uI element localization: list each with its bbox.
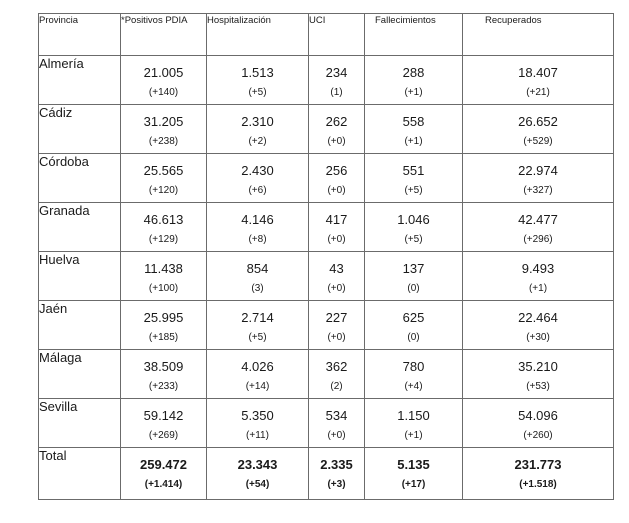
uci-value: 2.335 [320, 457, 353, 472]
cell-fallecimientos [365, 448, 463, 500]
uci-delta: (+0) [327, 136, 346, 147]
province-name: Sevilla [39, 399, 121, 448]
cell-fallecimientos [365, 301, 463, 350]
uci-value: 256 [325, 163, 348, 178]
cell-hospitalizacion [207, 448, 309, 500]
cell-fallecimientos [365, 350, 463, 399]
cell-positivos [121, 448, 207, 500]
province-name: Cádiz [39, 105, 121, 154]
positivos-value: 259.472 [140, 457, 187, 472]
positivos-value: 21.005 [143, 65, 184, 80]
header-uci: UCI [309, 14, 365, 56]
table-row [39, 105, 614, 154]
positivos-value: 11.438 [144, 261, 183, 276]
hospitalizacion-delta: (+2) [248, 136, 267, 147]
cell-recuperados [463, 203, 614, 252]
cell-hospitalizacion [207, 105, 309, 154]
cell-hospitalizacion [207, 154, 309, 203]
cell-fallecimientos [365, 154, 463, 203]
cell-recuperados [463, 56, 614, 105]
fallecimientos-value: 137 [402, 261, 425, 276]
positivos-value: 31.205 [143, 114, 184, 129]
fallecimientos-value: 551 [402, 163, 425, 178]
positivos-delta: (+100) [148, 283, 179, 294]
recuperados-value: 26.652 [518, 114, 558, 129]
fallecimientos-value: 625 [402, 310, 425, 325]
province-name: Almería [39, 56, 121, 105]
recuperados-delta: (+529) [523, 136, 553, 147]
hospitalizacion-value: 2.714 [241, 310, 274, 325]
hospitalizacion-delta: (+6) [248, 185, 267, 196]
hospitalizacion-value: 5.350 [241, 408, 274, 423]
recuperados-value: 9.493 [521, 261, 555, 276]
positivos-delta: (+1.414) [144, 479, 183, 490]
hospitalizacion-delta: (+5) [248, 87, 267, 98]
recuperados-value: 35.210 [518, 359, 558, 374]
hospitalizacion-value: 2.310 [241, 114, 274, 129]
header-fallecimientos: Fallecimientos [365, 14, 463, 56]
uci-delta: (+0) [327, 234, 346, 245]
uci-value: 227 [325, 310, 348, 325]
cell-fallecimientos [365, 252, 463, 301]
cell-hospitalizacion [207, 301, 309, 350]
fallecimientos-value: 558 [402, 114, 425, 129]
uci-value: 262 [325, 114, 348, 129]
positivos-delta: (+140) [148, 87, 179, 98]
recuperados-delta: (+327) [523, 185, 553, 196]
recuperados-delta: (+1) [528, 283, 548, 294]
cell-hospitalizacion [207, 399, 309, 448]
header-row [39, 14, 614, 56]
hospitalizacion-delta: (+8) [248, 234, 267, 245]
cell-positivos [121, 154, 207, 203]
cell-fallecimientos [365, 203, 463, 252]
header-provincia: Provincia [39, 14, 121, 56]
cell-uci [309, 203, 365, 252]
table-row [39, 56, 614, 105]
table-row [39, 350, 614, 399]
cell-hospitalizacion [207, 252, 309, 301]
fallecimientos-delta: (0) [407, 283, 420, 294]
uci-delta: (+0) [327, 430, 346, 441]
fallecimientos-value: 1.046 [397, 212, 430, 227]
uci-delta: (+0) [327, 283, 346, 294]
cell-uci [309, 154, 365, 203]
header-recuperados: Recuperados [463, 14, 614, 56]
hospitalizacion-value: 2.430 [241, 163, 274, 178]
cell-recuperados [463, 252, 614, 301]
recuperados-value: 22.464 [518, 310, 558, 325]
table-row [39, 252, 614, 301]
uci-delta: (+0) [327, 332, 346, 343]
table-row [39, 203, 614, 252]
table-row [39, 399, 614, 448]
recuperados-delta: (+296) [523, 234, 553, 245]
hospitalizacion-delta: (+11) [246, 430, 269, 441]
hospitalizacion-value: 4.026 [241, 359, 274, 374]
cell-uci [309, 56, 365, 105]
province-name: Total [39, 448, 121, 500]
cell-recuperados [463, 448, 614, 500]
positivos-delta: (+238) [148, 136, 179, 147]
fallecimientos-delta: (+17) [401, 479, 426, 490]
positivos-delta: (+269) [148, 430, 179, 441]
positivos-delta: (+120) [148, 185, 179, 196]
province-name: Granada [39, 203, 121, 252]
cell-positivos [121, 56, 207, 105]
positivos-delta: (+233) [148, 381, 179, 392]
positivos-delta: (+129) [148, 234, 179, 245]
hospitalizacion-delta: (3) [251, 283, 264, 294]
hospitalizacion-value: 1.513 [241, 65, 274, 80]
positivos-value: 25.565 [143, 163, 184, 178]
uci-value: 43 [329, 261, 344, 276]
cell-positivos [121, 252, 207, 301]
hospitalizacion-delta: (+54) [245, 479, 270, 490]
recuperados-delta: (+260) [523, 430, 553, 441]
recuperados-value: 42.477 [518, 212, 558, 227]
table-row [39, 301, 614, 350]
province-name: Córdoba [39, 154, 121, 203]
cell-fallecimientos [365, 56, 463, 105]
cell-positivos [121, 350, 207, 399]
cell-positivos [121, 203, 207, 252]
cell-recuperados [463, 154, 614, 203]
fallecimientos-value: 1.150 [397, 408, 430, 423]
header-positivos: *Positivos PDIA [121, 14, 207, 56]
cell-uci [309, 448, 365, 500]
province-name: Málaga [39, 350, 121, 399]
fallecimientos-delta: (+1) [404, 430, 423, 441]
cell-positivos [121, 301, 207, 350]
cell-uci [309, 301, 365, 350]
fallecimientos-delta: (+1) [404, 87, 423, 98]
recuperados-delta: (+1.518) [519, 479, 557, 490]
hospitalizacion-value: 4.146 [241, 212, 274, 227]
cell-uci [309, 399, 365, 448]
positivos-value: 46.613 [143, 212, 184, 227]
cell-recuperados [463, 350, 614, 399]
province-name: Jaén [39, 301, 121, 350]
uci-delta: (2) [330, 381, 343, 392]
fallecimientos-delta: (0) [407, 332, 420, 343]
hospitalizacion-value: 23.343 [237, 457, 278, 472]
positivos-value: 38.509 [143, 359, 184, 374]
positivos-value: 25.995 [143, 310, 184, 325]
fallecimientos-value: 5.135 [397, 457, 430, 472]
cell-recuperados [463, 301, 614, 350]
cell-uci [309, 105, 365, 154]
hospitalizacion-delta: (+14) [245, 381, 270, 392]
fallecimientos-delta: (+1) [404, 136, 423, 147]
uci-delta: (1) [330, 87, 343, 98]
recuperados-delta: (+21) [526, 87, 550, 98]
fallecimientos-value: 780 [402, 359, 425, 374]
hospitalizacion-delta: (+5) [248, 332, 267, 343]
uci-value: 362 [325, 359, 348, 374]
cell-fallecimientos [365, 105, 463, 154]
cell-uci [309, 252, 365, 301]
recuperados-value: 18.407 [518, 65, 558, 80]
hospitalizacion-value: 854 [246, 261, 269, 276]
cell-hospitalizacion [207, 350, 309, 399]
recuperados-value: 231.773 [514, 457, 562, 472]
table-row [39, 154, 614, 203]
recuperados-delta: (+53) [526, 381, 550, 392]
fallecimientos-value: 288 [402, 65, 425, 80]
uci-value: 234 [325, 65, 348, 80]
recuperados-delta: (+30) [526, 332, 550, 343]
positivos-value: 59.142 [143, 408, 184, 423]
cell-fallecimientos [365, 399, 463, 448]
cell-positivos [121, 105, 207, 154]
total-row [39, 448, 614, 500]
uci-delta: (+3) [327, 479, 346, 490]
cell-hospitalizacion [207, 203, 309, 252]
uci-value: 534 [325, 408, 348, 423]
fallecimientos-delta: (+4) [404, 381, 423, 392]
cell-recuperados [463, 399, 614, 448]
cell-hospitalizacion [207, 56, 309, 105]
province-name: Huelva [39, 252, 121, 301]
recuperados-value: 22.974 [518, 163, 558, 178]
cell-uci [309, 350, 365, 399]
cell-recuperados [463, 105, 614, 154]
cell-positivos [121, 399, 207, 448]
covid-province-table [38, 13, 614, 500]
fallecimientos-delta: (+5) [404, 234, 423, 245]
recuperados-value: 54.096 [518, 408, 558, 423]
header-hospitalizacion: Hospitalización [207, 14, 309, 56]
positivos-delta: (+185) [148, 332, 179, 343]
uci-delta: (+0) [327, 185, 346, 196]
fallecimientos-delta: (+5) [404, 185, 423, 196]
uci-value: 417 [325, 212, 348, 227]
